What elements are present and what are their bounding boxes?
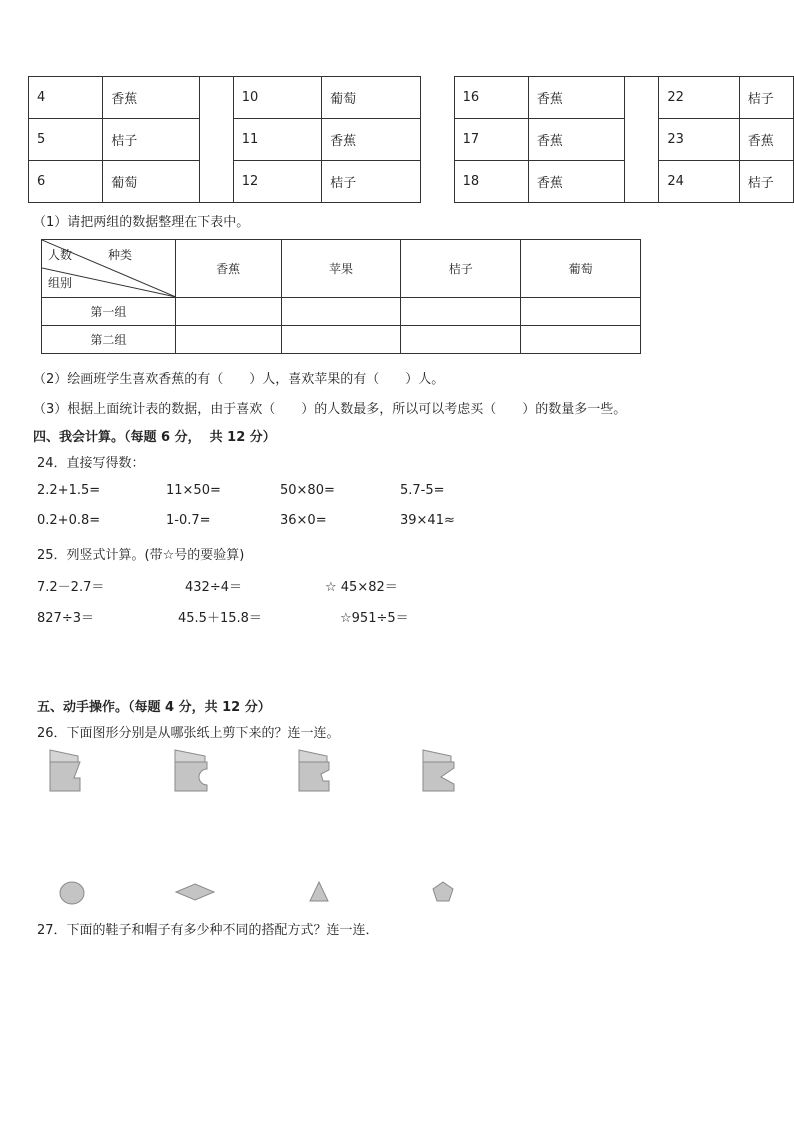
circle-icon	[57, 879, 87, 907]
section4-title: 四、我会计算。（每题 6 分， 共 12 分）	[33, 430, 276, 445]
fruit-cell: 香蕉	[322, 119, 420, 161]
q24-item: 1-0.7=	[166, 513, 211, 528]
fruit-cell: 桔子	[103, 119, 199, 161]
rhombus-icon	[174, 881, 216, 903]
student-number-cell: 18	[454, 161, 528, 203]
column-header: 葡萄	[521, 240, 641, 298]
fruit-cell: 香蕉	[528, 161, 624, 203]
q25-item: 432÷4＝	[185, 580, 242, 595]
q25-item: ☆951÷5＝	[340, 611, 409, 626]
folded-paper-cut-2-icon	[173, 748, 213, 794]
q24-item: 50×80=	[280, 483, 335, 498]
q27-title: 27．下面的鞋子和帽子有多少种不同的搭配方式？连一连．	[37, 923, 379, 938]
section5-title: 五、动手操作。（每题 4 分，共 12 分）	[37, 700, 271, 715]
table-row	[29, 119, 794, 161]
fruit-cell: 香蕉	[528, 77, 624, 119]
folded-paper-cut-4-icon	[421, 748, 461, 794]
q24-item: 5.7-5=	[400, 483, 445, 498]
fruit-cell: 桔子	[739, 161, 793, 203]
fruit-cell: 香蕉	[739, 119, 793, 161]
blank-cell[interactable]	[521, 298, 641, 326]
blank-cell[interactable]	[521, 326, 641, 354]
q25-title: 25．列竖式计算。(带☆号的要验算)	[37, 548, 245, 563]
column-header: 香蕉	[175, 240, 281, 298]
q3-text: （3）根据上面统计表的数据，由于喜欢（ ）的人数最多，所以可以考虑买（ ）的数量多一些。	[33, 402, 627, 417]
blank-cell[interactable]	[281, 298, 401, 326]
q24-item: 0.2+0.8=	[37, 513, 101, 528]
fruit-data-table	[28, 76, 794, 203]
summary-table	[41, 239, 641, 354]
student-number-cell: 23	[659, 119, 739, 161]
student-number-cell: 16	[454, 77, 528, 119]
student-number-cell: 6	[29, 161, 103, 203]
q2-text: （2）绘画班学生喜欢香蕉的有（ ）人，喜欢苹果的有（ ）人。	[33, 372, 445, 387]
folded-paper-cut-3-icon	[297, 748, 337, 794]
q24-item: 2.2+1.5=	[37, 483, 101, 498]
student-number-cell: 10	[233, 77, 321, 119]
spacer-cell	[420, 77, 454, 203]
fruit-cell: 香蕉	[528, 119, 624, 161]
corner-bottom-label: 组别	[48, 276, 73, 290]
blank-cell[interactable]	[175, 326, 281, 354]
corner-top-label: 人数	[48, 248, 73, 262]
q1-text: （1）请把两组的数据整理在下表中。	[33, 215, 250, 230]
corner-right-label: 种类	[108, 248, 133, 262]
blank-cell[interactable]	[281, 326, 401, 354]
row-header: 第一组	[42, 298, 176, 326]
student-number-cell: 24	[659, 161, 739, 203]
blank-cell[interactable]	[401, 326, 521, 354]
q26-title: 26．下面图形分别是从哪张纸上剪下来的？连一连。	[37, 726, 340, 741]
pentagon-icon	[430, 879, 456, 905]
student-number-cell: 12	[233, 161, 321, 203]
q24-item: 11×50=	[166, 483, 221, 498]
fruit-cell: 桔子	[739, 77, 793, 119]
column-header: 桔子	[401, 240, 521, 298]
q25-item: ☆ 45×82＝	[325, 580, 398, 595]
triangle-icon	[307, 879, 331, 905]
spacer-cell	[199, 77, 233, 203]
fruit-cell: 葡萄	[103, 161, 199, 203]
blank-cell[interactable]	[401, 298, 521, 326]
row-header: 第二组	[42, 326, 176, 354]
q25-item: 7.2－2.7＝	[37, 580, 105, 595]
fruit-cell: 香蕉	[103, 77, 199, 119]
folded-paper-cut-1-icon	[48, 748, 84, 794]
q24-item: 36×0=	[280, 513, 327, 528]
table-row	[29, 77, 794, 119]
fruit-cell: 葡萄	[322, 77, 420, 119]
q25-item: 45.5＋15.8＝	[178, 611, 262, 626]
blank-cell[interactable]	[175, 298, 281, 326]
q25-item: 827÷3＝	[37, 611, 94, 626]
student-number-cell: 5	[29, 119, 103, 161]
q24-title: 24．直接写得数：	[37, 456, 145, 471]
student-number-cell: 11	[233, 119, 321, 161]
q24-item: 39×41≈	[400, 513, 455, 528]
student-number-cell: 22	[659, 77, 739, 119]
spacer-cell	[625, 77, 659, 203]
student-number-cell: 4	[29, 77, 103, 119]
corner-cell	[42, 240, 176, 298]
fruit-cell: 桔子	[322, 161, 420, 203]
student-number-cell: 17	[454, 119, 528, 161]
column-header: 苹果	[281, 240, 401, 298]
table-row	[29, 161, 794, 203]
